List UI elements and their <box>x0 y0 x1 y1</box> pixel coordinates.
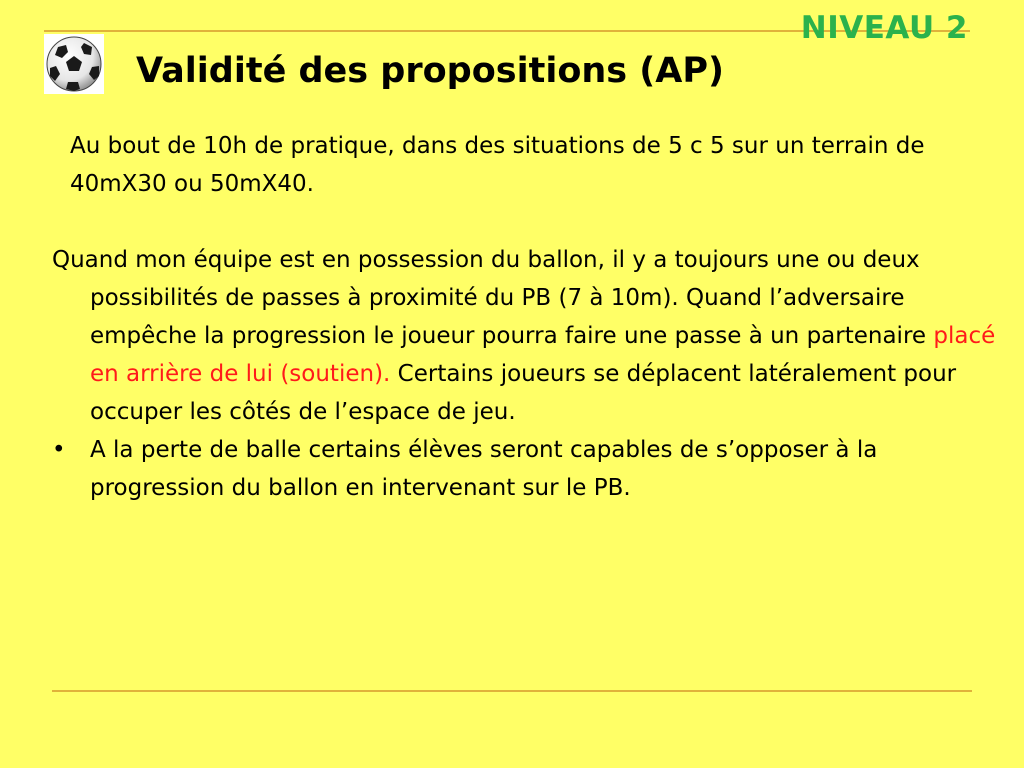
paragraph-possession <box>52 241 1002 431</box>
content-body <box>52 241 1002 507</box>
highlight-soutien: placé en arrière de lui (soutien). <box>90 323 996 387</box>
intro-text: Au bout de 10h de pratique, dans des situations de 5 c 5 sur un terrain de 40mX30 ou 50mX40. <box>70 133 925 197</box>
bullet-item-text: A la perte de balle certains élèves seront capables de s’opposer à la progression du ballon en intervenant sur le PB. <box>90 437 878 501</box>
bottom-rule <box>52 690 972 692</box>
page-title: Validité des propositions (AP) <box>136 51 725 91</box>
bullet-item-perte-balle <box>52 431 1002 507</box>
paragraph-possession-end: Certains joueurs se déplacent latéralement pour occuper les côtés de l’espace de jeu. <box>90 361 957 425</box>
level-label: NIVEAU 2 <box>800 10 968 46</box>
paragraph-possession-text: Quand mon équipe est en possession du ballon, il y a toujours une ou deux possibilités de passes à proximité du PB (7 à 10m). Quand l’adversaire empêche la progression le joueur pourra faire une passe à un partenaire <box>52 247 934 349</box>
soccer-ball-icon <box>44 34 104 94</box>
bullet-icon: • <box>52 437 66 463</box>
